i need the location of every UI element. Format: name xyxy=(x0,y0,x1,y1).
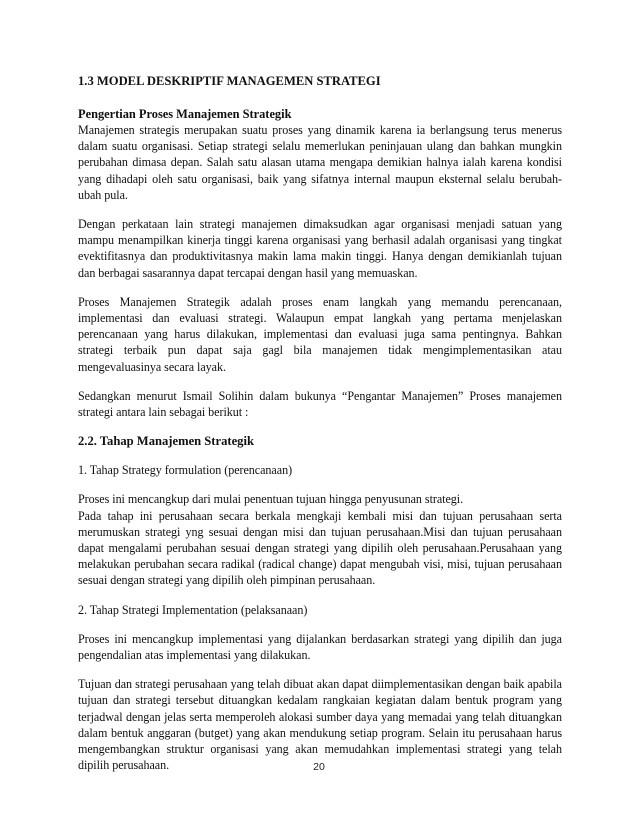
paragraph-4: Sedangkan menurut Ismail Solihin dalam bukunya “Pengantar Manajemen” Proses manajemen strategi antara lain sebagai berikut : xyxy=(78,388,562,420)
paragraph-5b: Pada tahap ini perusahaan secara berkala mengkaji kembali misi dan tujuan perusahaan serta merumuskan strategi yng sesuai dengan misi dan tujuan perusahaan.Misi dan tujuan perusahaan dapat mengalami perubahan sesuai dengan strategi yang dipilih oleh perusahaan.Perusahaan yang melakukan perubahan secara radikal (radical change) dapat mengubah visi, misi, tujuan perusahaan sesuai dengan strategi yang dipilih oleh pimpinan perusahaan. xyxy=(78,508,562,588)
paragraph-3: Proses Manajemen Strategik adalah proses enam langkah yang memandu perencanaan, implementasi dan evaluasi strategi. Walaupun empat langkah yang pertama menjelaskan perencanaan yang harus dilakukan, implementasi dan evaluasi juga sama pentingnya. Bahkan strategi terbaik pun dapat saja gagl bila manajemen tidak mengimplementasikan atau mengevaluasinya secara layak. xyxy=(78,294,562,374)
section-heading: 2.2. Tahap Manajemen Strategik xyxy=(78,434,254,449)
page-content xyxy=(78,62,562,787)
subsection-heading: Pengertian Proses Manajemen Strategik xyxy=(78,107,292,121)
chapter-heading: 1.3 MODEL DESKRIPTIF MANAGEMEN STRATEGI xyxy=(78,74,381,88)
paragraph-5a: Proses ini mencangkup dari mulai penentuan tujuan hingga penyusunan strategi. xyxy=(78,492,464,507)
paragraph-1: Manajemen strategis merupakan suatu proses yang dinamik karena ia berlangsung terus menerus dalam suatu organisasi. Setiap strategi selalu memerlukan peninjauan ulang dan bahkan mungkin perubahan dimasa depan. Salah satu alasan utama mengapa demikian halnya ialah karena kondisi yang dihadapi oleh satu organisasi, baik yang sifatnya internal maupun eksternal selalu berubah-ubah pula. xyxy=(78,123,562,202)
step-2-title: 2. Tahap Strategi Implementation (pelaksanaan) xyxy=(78,602,308,617)
paragraph-7: Tujuan dan strategi perusahaan yang telah dibuat akan dapat diimplementasikan dengan baik apabila tujuan dan strategi tersebut dituangkan kedalam rangkaian kegiatan dalam bentuk program yang terjadwal dengan jelas serta memperoleh alokasi sumber daya yang memadai yang telah dituangkan dalam bentuk anggaran (butget) yang akan mendukung setiap program. Selain itu perusahaan harus mengembangkan struktur organisasi yang akan memudahkan implementasi strategi yang telah dipilih perusahaan. xyxy=(78,677,562,773)
paragraph-6: Proses ini mencangkup implementasi yang dijalankan berdasarkan strategi yang dipilih dan juga pengendalian atas implementasi yang dilakukan. xyxy=(78,631,562,663)
step-1-title: 1. Tahap Strategy formulation (perencanaan) xyxy=(78,463,293,478)
page-number: 20 xyxy=(313,761,325,773)
paragraph-2: Dengan perkataan lain strategi manajemen dimaksudkan agar organisasi menjadi satuan yang mampu menampilkan kinerja tinggi karena organisasi yang berhasil adalah organisasi yang tingkat evektifitasnya dan produktivitasnya makin lama makin tinggi. Hanya dengan demikianlah tujuan dan berbagai sasarannya dapat tercapai dengan hasil yang memuaskan. xyxy=(78,217,562,280)
